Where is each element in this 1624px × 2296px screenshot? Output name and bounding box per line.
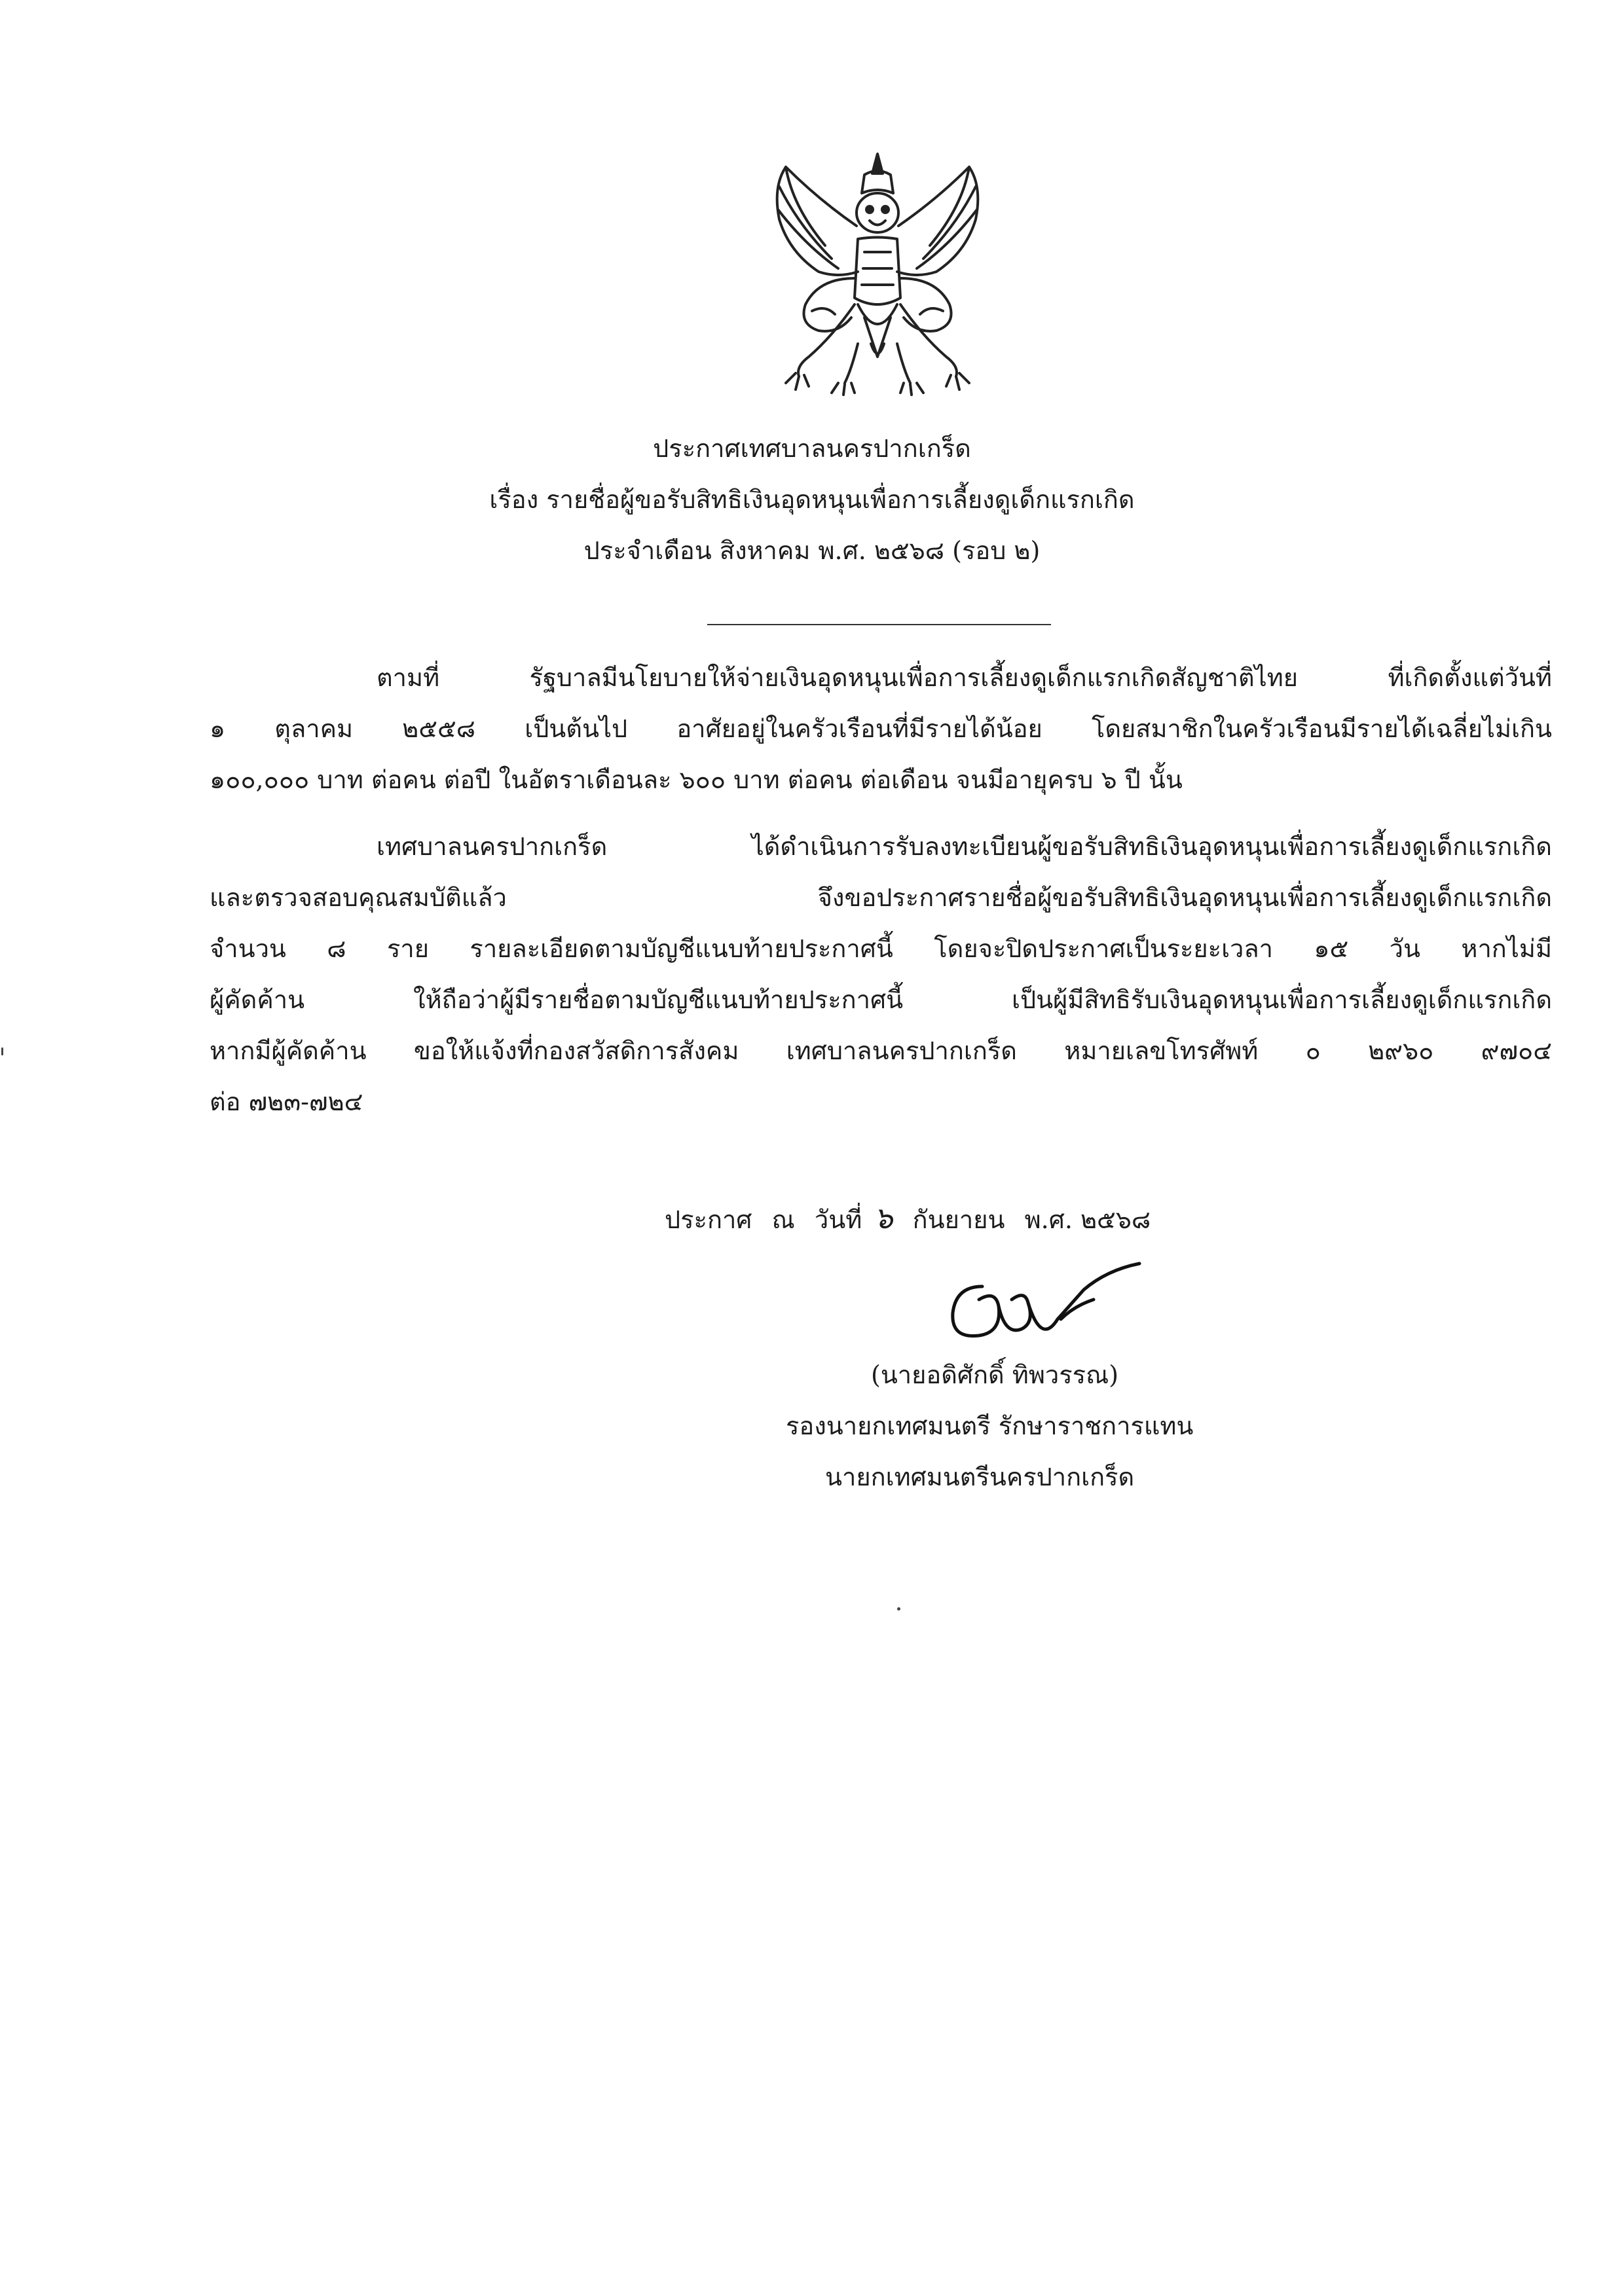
announcement-subject: เรื่อง รายชื่อผู้ขอรับสิทธิเงินอุดหนุนเพื่อการเลี้ยงดูเด็กแรกเกิด xyxy=(489,485,1135,514)
date-at: ณ xyxy=(771,1205,795,1234)
date-month: กันยายน xyxy=(912,1205,1005,1234)
date-year: พ.ศ. ๒๕๖๘ xyxy=(1024,1205,1151,1234)
date-day-handwritten: ๖ xyxy=(874,1200,893,1235)
heading-divider xyxy=(707,624,1051,625)
signer-position-acting: รองนายกเทศมนตรี รักษาราชการแทน xyxy=(786,1412,1194,1440)
paragraph2-line: หากมีผู้คัดค้าน ขอให้แจ้งที่กองสวัสดิการสังคม เทศบาลนครปากเกร็ด หมายเลขโทรศัพท์ ๐ ๒๙๖๐ ๙๗๐๔ xyxy=(210,1036,1552,1065)
paragraph1-line: ตามที่ รัฐบาลมีนโยบายให้จ่ายเงินอุดหนุนเพื่อการเลี้ยงดูเด็กแรกเกิดสัญชาติไทย ที่เกิดตั้งแต่วันที่ xyxy=(377,663,1552,692)
paragraph2-line: จำนวน ๘ ราย รายละเอียดตามบัญชีแนบท้ายประกาศนี้ โดยจะปิดประกาศเป็นระยะเวลา ๑๕ วัน หากไม่มี xyxy=(210,934,1552,963)
date-prefix: ประกาศ xyxy=(665,1205,752,1234)
paragraph2-line: และตรวจสอบคุณสมบัติแล้ว จึงขอประกาศรายชื่อผู้ขอรับสิทธิเงินอุดหนุนเพื่อการเลี้ยงดูเด็กแรกเกิด xyxy=(210,883,1552,912)
date-day-label: วันที่ xyxy=(814,1205,862,1234)
signer-position-mayor: นายกเทศมนตรีนครปากเกร็ด xyxy=(825,1463,1135,1491)
announcement-title: ประกาศเทศบาลนครปากเกร็ด xyxy=(653,434,971,463)
garuda-emblem-icon xyxy=(760,147,995,399)
announcement-period: ประจำเดือน สิงหาคม พ.ศ. ๒๕๖๘ (รอบ ๒) xyxy=(583,536,1041,565)
paragraph1-line: ๑ ตุลาคม ๒๕๕๘ เป็นต้นไป อาศัยอยู่ในครัวเรือนที่มีรายได้น้อย โดยสมาชิกในครัวเรือนมีรายได้เฉลี่ยไม่เกิน xyxy=(210,714,1552,743)
scan-edge-mark xyxy=(1,1048,3,1055)
scan-speck xyxy=(897,1607,900,1611)
handwritten-signature-icon xyxy=(943,1260,1153,1358)
signer-name: (นายอดิศักดิ์ ทิพวรรณ) xyxy=(871,1360,1119,1389)
paragraph2-line: ต่อ ๗๒๓-๗๒๔ xyxy=(210,1087,363,1116)
paragraph2-line: เทศบาลนครปากเกร็ด ได้ดำเนินการรับลงทะเบียนผู้ขอรับสิทธิเงินอุดหนุนเพื่อการเลี้ยงดูเด็กแรกเกิด xyxy=(377,832,1552,861)
announcement-date xyxy=(665,1198,1162,1239)
paragraph1-line: ๑๐๐,๐๐๐ บาท ต่อคน ต่อปี ในอัตราเดือนละ ๖๐๐ บาท ต่อคน ต่อเดือน จนมีอายุครบ ๖ ปี นั้น xyxy=(210,765,1183,794)
paragraph2-line: ผู้คัดค้าน ให้ถือว่าผู้มีรายชื่อตามบัญชีแนบท้ายประกาศนี้ เป็นผู้มีสิทธิรับเงินอุดหนุนเพื่อการเลี้ยงดูเด็กแรกเกิด xyxy=(210,985,1552,1014)
